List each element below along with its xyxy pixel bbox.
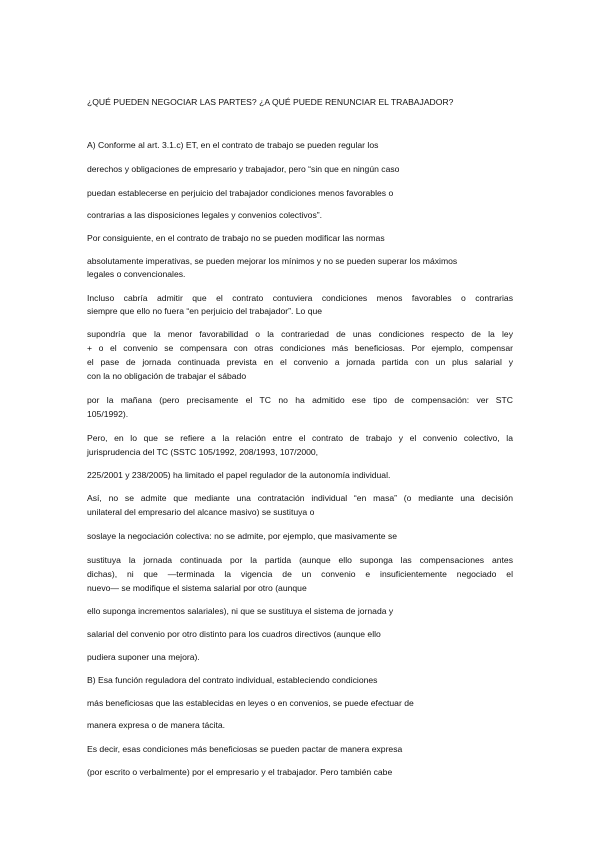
text-line: soslaye la negociación colectiva: no se admite, por ejemplo, que masivamente se <box>87 531 398 541</box>
text-line: con la no obligación de trabajar el sábado <box>87 371 247 381</box>
text-line: absolutamente imperativas, se pueden mejorar los mínimos y no se pueden superar los máximos <box>87 256 458 266</box>
text-line: puedan establecerse en perjuicio del trabajador condiciones menos favorables o <box>87 188 394 198</box>
text-line: salarial del convenio por otro distinto para los cuadros directivos (aunque ello <box>87 629 381 639</box>
text-line: 225/2001 y 238/2005) ha limitado el papel regulador de la autonomía individual. <box>87 470 391 480</box>
text-line: nuevo— se modifique el sistema salarial por otro (aunque <box>87 583 307 593</box>
text-line: 105/1992). <box>87 409 129 419</box>
text-line: A) Conforme al art. 3.1.c) ET, en el contrato de trabajo se pueden regular los <box>87 140 379 150</box>
text-line: derechos y obligaciones de empresario y trabajador, pero “sin que en ningún caso <box>87 164 400 174</box>
text-line: + o el convenio se compensara con otras condiciones más beneficiosas. Por ejemplo, compensar <box>87 343 513 353</box>
text-line: Incluso cabría admitir que el contrato contuviera condiciones menos favorables o contrarias <box>87 293 513 303</box>
text-line: unilateral del empresario del alcance masivo) se sustituya o <box>87 507 315 517</box>
text-line: sustituya la jornada continuada por la partida (aunque ello suponga las compensaciones antes <box>87 555 513 565</box>
text-line: contrarias a las disposiciones legales y convenios colectivos”. <box>87 210 323 220</box>
text-line: pudiera suponer una mejora). <box>87 652 200 662</box>
text-line: el pase de jornada continuada prevista en el convenio a jornada partida con un plus salarial y <box>87 357 513 367</box>
text-line: jurisprudencia del TC (SSTC 105/1992, 208/1993, 107/2000, <box>87 447 319 457</box>
text-line: ello suponga incrementos salariales), ni que se sustituya el sistema de jornada y <box>87 606 394 616</box>
text-line: Por consiguiente, en el contrato de trabajo no se pueden modificar las normas <box>87 233 385 243</box>
text-line: por la mañana (pero precisamente el TC no ha admitido ese tipo de compensación: ver STC <box>87 395 513 405</box>
text-line: legales o convencionales. <box>87 269 186 279</box>
text-line: Es decir, esas condiciones más beneficiosas se pueden pactar de manera expresa <box>87 744 403 754</box>
text-line: más beneficiosas que las establecidas en leyes o en convenios, se puede efectuar de <box>87 698 414 708</box>
text-line: supondría que la menor favorabilidad o la contrariedad de unas condiciones respecto de la ley <box>87 329 513 339</box>
document-title: ¿QUÉ PUEDEN NEGOCIAR LAS PARTES? ¿A QUÉ PUEDE RENUNCIAR EL TRABAJADOR? <box>87 97 454 107</box>
text-line: Así, no se admite que mediante una contratación individual “en masa” (o mediante una decisión <box>87 493 513 503</box>
text-line: siempre que ello no fuera “en perjuicio del trabajador”. Lo que <box>87 306 323 316</box>
text-line: manera expresa o de manera tácita. <box>87 720 226 730</box>
text-line: B) Esa función reguladora del contrato individual, estableciendo condiciones <box>87 675 378 685</box>
text-line: Pero, en lo que se refiere a la relación entre el contrato de trabajo y el convenio colectivo, la <box>87 433 513 443</box>
text-line: (por escrito o verbalmente) por el empresario y el trabajador. Pero también cabe <box>87 767 393 777</box>
text-line: dichas), ni que —terminada la vigencia de un convenio e insuficientemente negociado el <box>87 569 513 579</box>
